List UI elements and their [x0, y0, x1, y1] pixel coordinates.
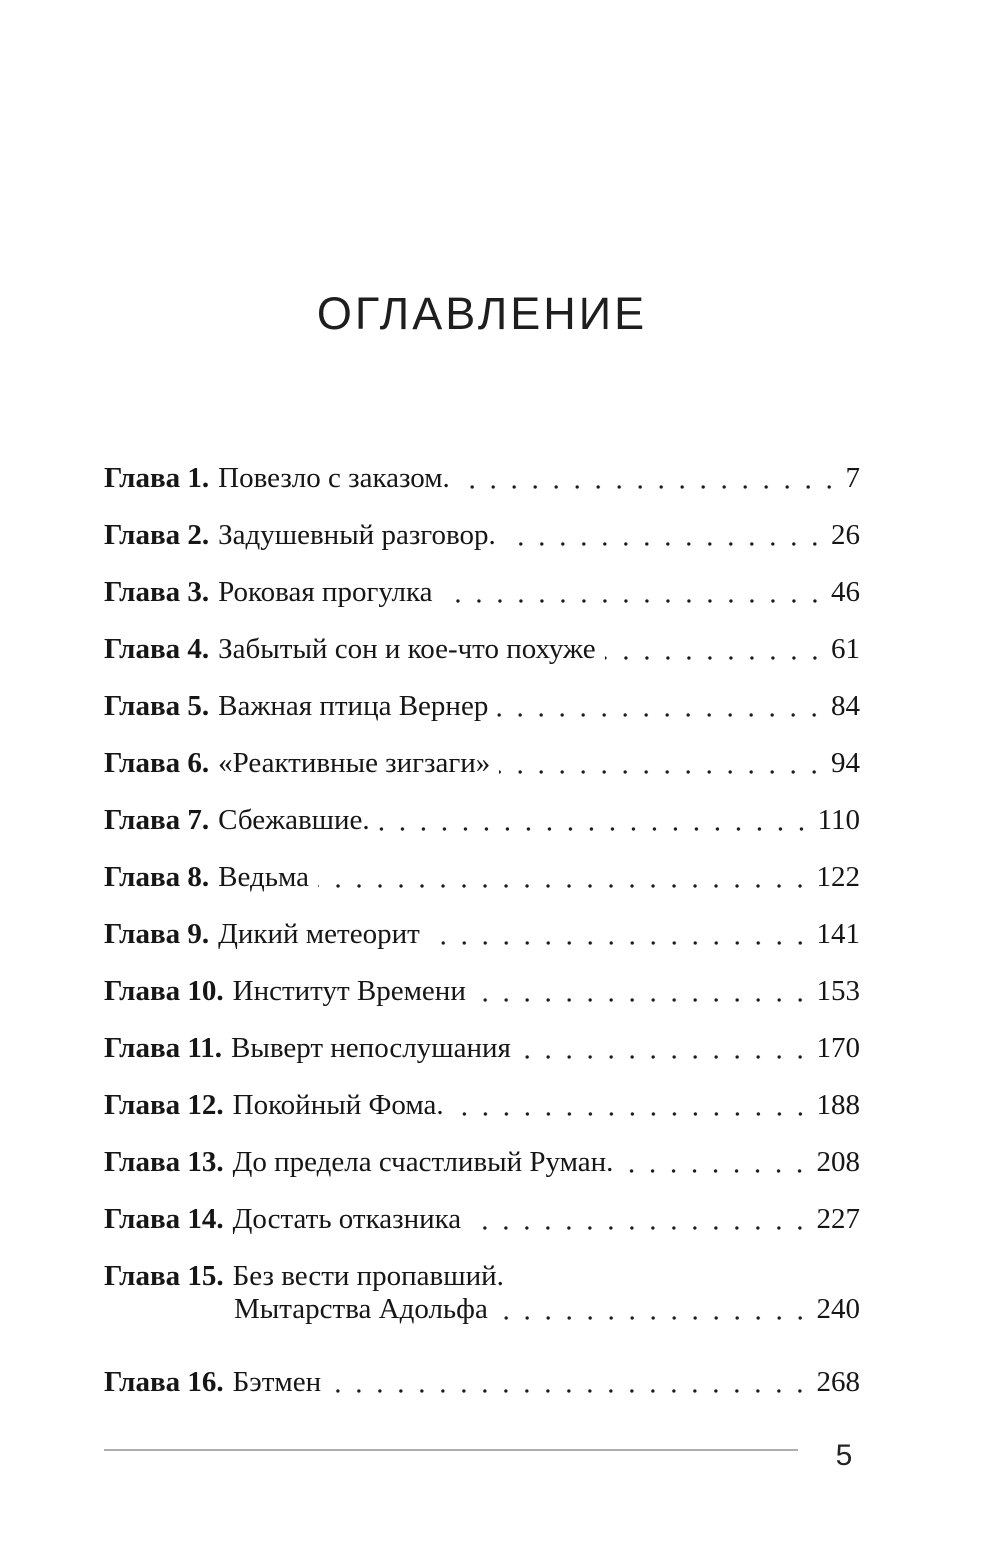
chapter-title: Роковая прогулка — [218, 576, 433, 608]
footer-rule — [104, 1449, 798, 1451]
dot-leader — [330, 1389, 810, 1393]
chapter-title: Важная птица Вернер — [218, 690, 489, 722]
toc-entry — [104, 690, 860, 723]
chapter-label: Глава 6. — [104, 747, 210, 779]
chapter-title: Мытарства Адольфа — [234, 1293, 488, 1325]
dot-leader — [497, 1316, 811, 1320]
chapter-page-number: 141 — [816, 918, 860, 950]
toc-entry — [104, 633, 860, 666]
toc-entry — [104, 576, 860, 609]
chapter-label: Глава 15. — [104, 1260, 224, 1292]
dot-leader — [475, 998, 811, 1002]
chapter-label: Глава 16. — [104, 1366, 224, 1398]
dot-leader — [459, 485, 840, 489]
chapter-title: Задушевный разговор. — [218, 519, 496, 551]
chapter-title: До предела счастливый Руман. — [232, 1146, 614, 1178]
dot-leader — [318, 884, 811, 888]
chapter-page-number: 188 — [816, 1089, 860, 1121]
chapter-title: Забытый сон и кое-что похуже — [218, 633, 596, 665]
toc-list — [104, 462, 860, 1423]
toc-entry — [104, 1260, 860, 1293]
chapter-page-number: 46 — [831, 576, 860, 608]
chapter-page-number: 61 — [831, 633, 860, 665]
dot-leader — [622, 1169, 810, 1173]
chapter-label: Глава 10. — [104, 975, 224, 1007]
chapter-label: Глава 1. — [104, 462, 210, 494]
chapter-label: Глава 12. — [104, 1089, 224, 1121]
page-title: ОГЛАВЛЕНИЕ — [316, 288, 648, 339]
chapter-title: Сбежавшие. — [218, 804, 370, 836]
chapter-label: Глава 14. — [104, 1203, 224, 1235]
toc-entry — [104, 1089, 860, 1122]
chapter-page-number: 240 — [816, 1293, 860, 1325]
dot-leader — [442, 599, 825, 603]
chapter-page-number: 7 — [845, 462, 860, 494]
chapter-title: Без вести пропавший. — [232, 1260, 504, 1292]
chapter-title: Выверт непослушания — [231, 1032, 511, 1064]
chapter-label: Глава 8. — [104, 861, 210, 893]
toc-entry — [104, 1146, 860, 1179]
page-number: 5 — [835, 1439, 853, 1472]
toc-entry — [104, 804, 860, 837]
chapter-page-number: 122 — [816, 861, 860, 893]
chapter-title: «Реактивные зигзаги» — [218, 747, 491, 779]
chapter-title: Ведьма — [218, 861, 309, 893]
chapter-page-number: 84 — [831, 690, 860, 722]
chapter-page-number: 94 — [831, 747, 860, 779]
chapter-label: Глава 3. — [104, 576, 210, 608]
dot-leader — [453, 1112, 811, 1116]
dot-leader — [499, 770, 825, 774]
chapter-label: Глава 2. — [104, 519, 210, 551]
chapter-label: Глава 11. — [104, 1032, 223, 1064]
chapter-page-number: 26 — [831, 519, 860, 551]
dot-leader — [605, 656, 825, 660]
chapter-label: Глава 9. — [104, 918, 210, 950]
chapter-title: Институт Времени — [232, 975, 466, 1007]
chapter-label: Глава 5. — [104, 690, 210, 722]
toc-entry — [104, 861, 860, 894]
dot-leader — [520, 1055, 811, 1059]
chapter-page-number: 208 — [816, 1146, 860, 1178]
dot-leader — [429, 941, 811, 945]
toc-entry — [104, 918, 860, 951]
toc-entry — [104, 1203, 860, 1236]
chapter-page-number: 268 — [816, 1366, 860, 1398]
dot-leader — [379, 827, 812, 831]
toc-entry — [104, 747, 860, 780]
chapter-label: Глава 13. — [104, 1146, 224, 1178]
chapter-title: Достать отказника — [232, 1203, 462, 1235]
dot-leader — [505, 542, 825, 546]
chapter-page-number: 153 — [816, 975, 860, 1007]
chapter-title: Бэтмен — [232, 1366, 322, 1398]
chapter-page-number: 110 — [817, 804, 860, 836]
chapter-title: Повезло с заказом. — [218, 462, 450, 494]
toc-entry — [104, 519, 860, 552]
toc-entry-continuation — [104, 1293, 860, 1326]
chapter-title: Дикий метеорит — [218, 918, 420, 950]
chapter-title: Покойный Фома. — [232, 1089, 444, 1121]
toc-entry — [104, 1366, 860, 1399]
toc-entry — [104, 975, 860, 1008]
chapter-page-number: 170 — [816, 1032, 860, 1064]
chapter-page-number: 227 — [816, 1203, 860, 1235]
toc-entry — [104, 1032, 860, 1065]
dot-leader — [470, 1226, 810, 1230]
chapter-label: Глава 7. — [104, 804, 210, 836]
chapter-label: Глава 4. — [104, 633, 210, 665]
toc-entry — [104, 462, 860, 495]
dot-leader — [497, 713, 825, 717]
